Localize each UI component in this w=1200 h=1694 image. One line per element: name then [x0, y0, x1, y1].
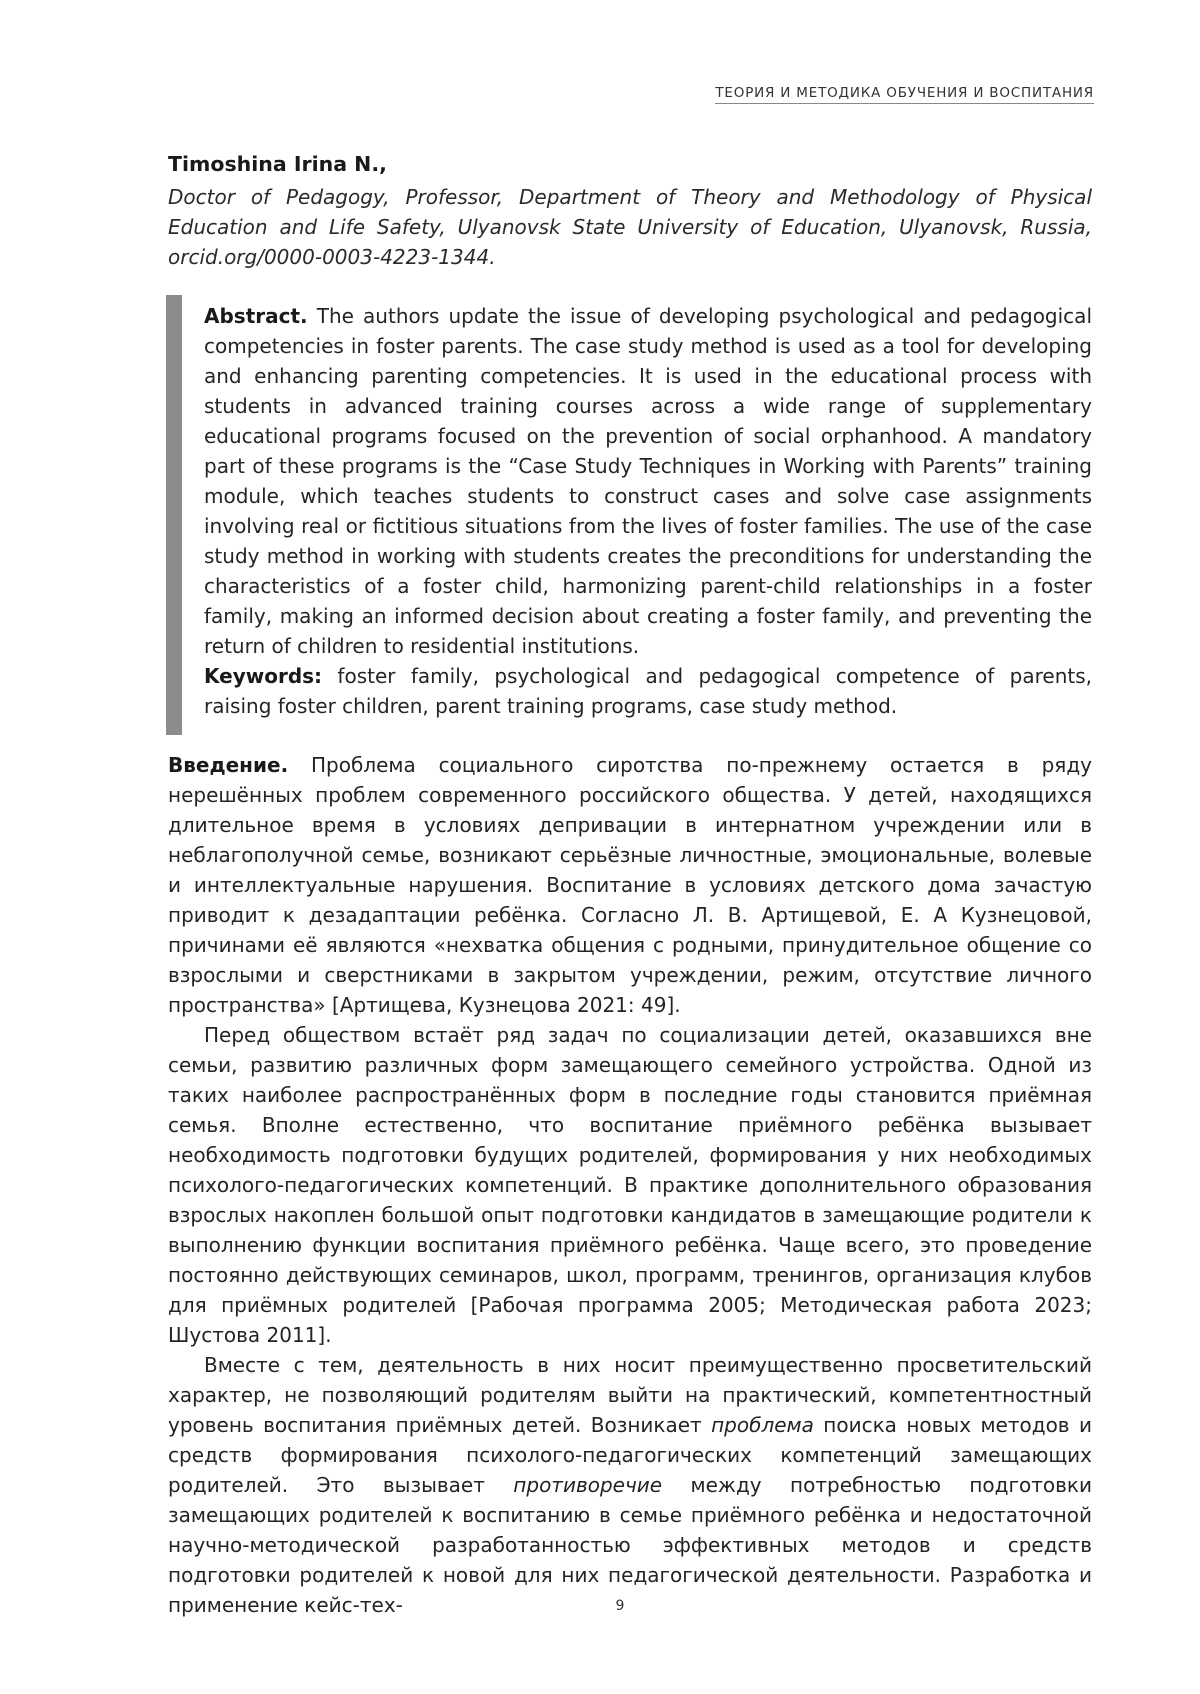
- body-paragraph-3-part-a: Вместе с тем, деятельность в них носит преимущественно просветительский характер, не позволяющий родителям выйти на практический, компетентностный уровень воспитания приёмных детей. Возникает: [168, 1353, 1092, 1437]
- keywords-label: Keywords:: [204, 664, 323, 688]
- emphasis-contradiction: противоречие: [513, 1473, 663, 1497]
- emphasis-problem: проблема: [711, 1413, 814, 1437]
- author-name: Timoshina Irina N.,: [168, 152, 387, 176]
- keywords-text: foster family, psychological and pedagogical competence of parents, raising foster children, parent training programs, case study method.: [204, 664, 1092, 718]
- intro-paragraph: [168, 750, 1092, 1020]
- body-paragraph-2: Перед обществом встаёт ряд задач по социализации детей, оказавшихся вне семьи, развитию различных форм замещающего семейного устройства. Одной из таких наиболее распространённых форм в последние годы становится приёмная семья. Вполне естественно, что воспитание приёмного ребёнка вызывает необходимость подготовки будущих родителей, формирования у них необходимых психолого-педагогических компетенций. В практике дополнительного образования взрослых накоплен большой опыт подготовки кандидатов в замещающие родители к выполнению функции воспитания приёмного ребёнка. Чаще всего, это проведение постоянно действующих семинаров, школ, программ, тренингов, организация клубов для приёмных родителей [Рабочая программа 2005; Методическая работа 2023; Шустова 2011].: [168, 1023, 1092, 1347]
- abstract-side-bar: [166, 295, 182, 735]
- running-title: ТЕОРИЯ И МЕТОДИКА ОБУЧЕНИЯ И ВОСПИТАНИЯ: [715, 85, 1094, 104]
- author-block: [168, 152, 1092, 272]
- page-number: 9: [615, 1598, 625, 1614]
- author-affiliation: Doctor of Pedagogy, Professor, Department of Theory and Methodology of Physical Education and Life Safety, Ulyanovsk State University of Education, Ulyanovsk, Russia, orcid.org/0000-0003-4223-1344.: [168, 185, 1092, 269]
- body-paragraph-3: [168, 1350, 1092, 1620]
- body-paragraph-3-part-b: поиска новых методов и средств формирования психолого-педагогических компетенций замещающих родителей. Это вызывает: [168, 1413, 1092, 1497]
- body-paragraph-3-part-c: между потребностью подготовки замещающих родителей к воспитанию в семье приёмного ребёнка и недостаточной научно-методической разработанностью эффективных методов и средств подготовки родителей к новой для них педагогической деятельности. Разработка и применение кейс-тех-: [168, 1473, 1092, 1617]
- abstract-paragraph: [204, 301, 1092, 721]
- abstract-label: Abstract.: [204, 304, 308, 328]
- abstract-text: The authors update the issue of developing psychological and pedagogical competencies in foster parents. The case study method is used as a tool for developing and enhancing parenting competencies. It is used in the educational process with students in advanced training courses across a wide range of supplementary educational programs focused on the prevention of social orphanhood. A mandatory part of these programs is the “Case Study Techniques in Working with Parents” training module, which teaches students to construct cases and solve case assignments involving real or fictitious situations from the lives of foster families. The use of the case study method in working with students creates the preconditions for understanding the characteristics of a foster child, harmonizing parent-child relationships in a foster family, making an informed decision about creating a foster family, and preventing the return of children to residential institutions.: [204, 304, 1092, 658]
- intro-text: Проблема социального сиротства по-прежнему остается в ряду нерешённых проблем современного российского общества. У детей, находящихся длительное время в условиях депривации в интернатном учреждении или в неблагополучной семье, возникают серьёзные личностные, эмоциональные, волевые и интеллектуальные нарушения. Воспитание в условиях детского дома зачастую приводит к дезадаптации ребёнка. Согласно Л. В. Артищевой, Е. А Кузнецовой, причинами её являются «нехватка общения с родными, принудительное общение со взрослыми и сверстниками в закрытом учреждении, режим, отсутствие личного пространства» [Артищева, Кузнецова 2021: 49].: [168, 753, 1092, 1017]
- abstract-box: [166, 295, 1092, 735]
- article-body: [168, 750, 1092, 1620]
- intro-label: Введение.: [168, 753, 289, 777]
